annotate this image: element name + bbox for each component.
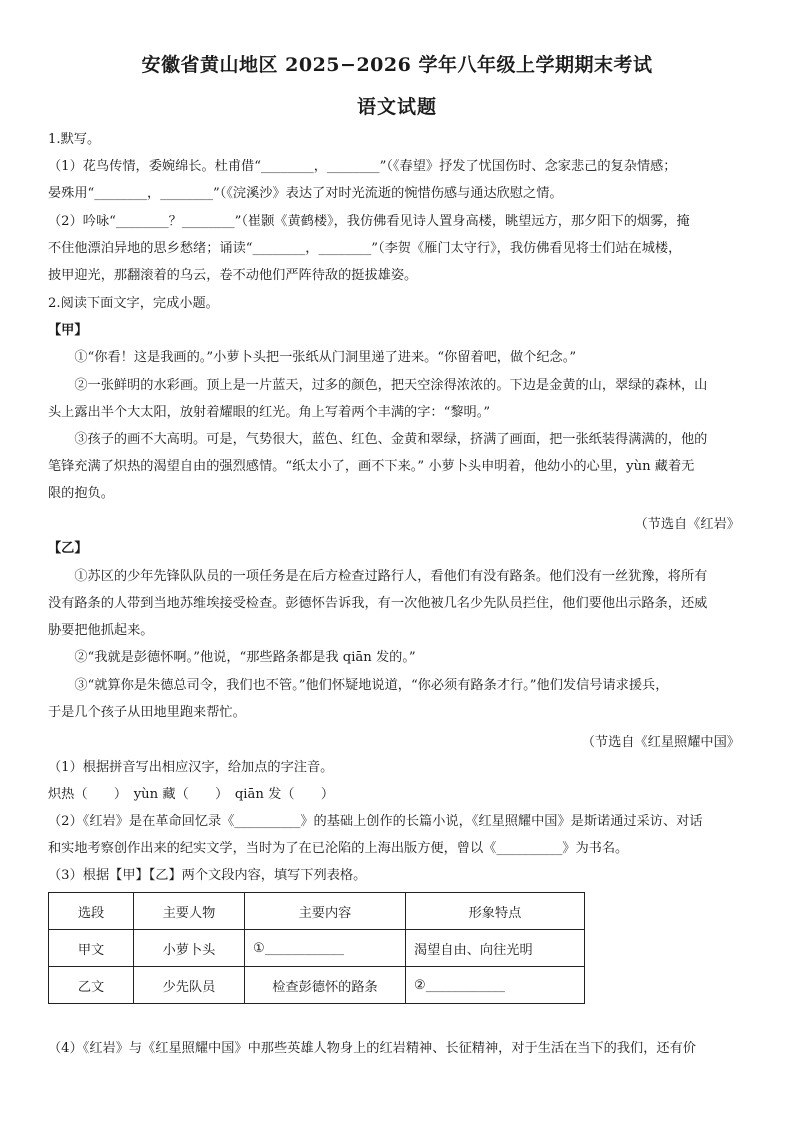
table-cell: 少先队员 [134,967,245,1004]
table-cell: 渴望自由、向往光明 [406,930,585,967]
text-line: 限的抱负。 [48,486,114,501]
source-yi: （节选自《红星照耀中国》 [581,735,740,750]
text-line: 头上露出半个大太阳，放射着耀眼的红光。角上写着两个丰满的字：“黎明。” [48,405,491,420]
table-cell: 甲文 [49,930,134,967]
page-subtitle: 语文试题 [356,96,437,118]
text-line: 胁要把他抓起来。 [48,623,154,638]
table-header: 主要内容 [245,893,406,930]
table-row [49,967,585,1004]
text-line: ③孩子的画不大高明。可是，气势很大，蓝色、红色、金黄和翠绿，挤满了画面，把一张纸装得满满的，他的 [48,432,708,447]
text-line: 披甲迎光，那翻滚着的乌云，卷不动他们严阵待敌的挺拔雄姿。 [48,268,418,283]
subquestion-2: （2）《红岩》是在革命回忆录《__________》的基础上创作的长篇小说，《红星照耀中国》是斯诺通过采访、对话 [48,814,703,829]
table-header: 选段 [49,893,134,930]
answer-blank-1: ①____________ [245,930,406,967]
source-jia: （节选自《红岩》 [634,517,740,532]
pinyin-answer-line: 炽热（ ） yùn 藏（ ） qiān 发（ ） [48,787,335,802]
section-jia-label: 【甲】 [48,323,88,338]
table-cell: 乙文 [49,967,134,1004]
table-row [49,930,585,967]
table-header: 主要人物 [134,893,245,930]
question-1-heading: 1.默写。 [48,132,101,147]
text-line: ③“就算你是朱德总司令，我们也不管。”他们怀疑地说道，“你必须有路条才行。”他们发信号请求援兵， [48,678,669,693]
table-header-row [49,893,585,930]
section-yi-label: 【乙】 [48,541,88,556]
subquestion-4: （4）《红岩》与《红星照耀中国》中那些英雄人物身上的红岩精神、长征精神，对于生活在当下的我们，还有价 [48,1041,696,1056]
text-line: 笔锋充满了炽热的渴望自由的强烈感情。“纸太小了，画不下来。” 小萝卜头申明着，他幼小的心里，yùn 藏着无 [48,459,695,474]
subquestion-3: （3）根据【甲】【乙】两个文段内容，填写下列表格。 [48,868,367,883]
table-header: 形象特点 [406,893,585,930]
answer-table [48,892,585,1004]
answer-blank-2: ②____________ [406,967,585,1004]
table-cell: 小萝卜头 [134,930,245,967]
text-line: （2）吟咏“________？________”（崔颢《黄鹤楼》，我仿佛看见诗人置身高楼，眺望远方，那夕阳下的烟雾，掩 [48,214,690,229]
page-title: 安徽省黄山地区 2025−2026 学年八年级上学期期末考试 [141,54,653,76]
text-line: 于是几个孩子从田地里跑来帮忙。 [48,705,246,720]
subquestion-1: （1）根据拼音写出相应汉字，给加点的字注音。 [48,760,334,775]
text-line: ②一张鲜明的水彩画。顶上是一片蓝天，过多的颜色，把天空涂得浓浓的。下边是金黄的山，翠绿的森林，山 [48,378,708,393]
text-line: ①“你看！这是我画的。”小萝卜头把一张纸从门洞里递了进来。“你留着吧，做个纪念。” [48,350,577,365]
text-line: ②“我就是彭德怀啊。”他说，“那些路条都是我 qiān 发的。” [48,650,416,665]
text-line: 晏殊用“________，________”（《浣溪沙》表达了对时光流逝的惋惜伤感与通达欣慰之情。 [48,186,563,201]
text-line: 和实地考察创作出来的纪实文学，当时为了在已沦陷的上海出版方便，曾以《__________》为书名。 [48,841,629,856]
text-line: （1）花鸟传情，委婉绵长。杜甫借“________，________”（《春望》抒发了忧国伤时、念家悲己的复杂情感； [48,159,677,174]
text-line: 不住他漂泊异地的思乡愁绪；诵读“________，________”（李贺《雁门太守行》，我仿佛看见将士们站在城楼， [48,241,682,256]
text-line: ①苏区的少年先锋队队员的一项任务是在后方检查过路行人，看他们有没有路条。他们没有一丝犹豫，将所有 [48,569,708,584]
question-2-heading: 2.阅读下面文字，完成小题。 [48,296,219,311]
table-cell: 检查彭德怀的路条 [245,967,406,1004]
text-line: 没有路条的人带到当地苏维埃接受检查。彭德怀告诉我，有一次他被几名少先队员拦住，他们要他出示路条，还威 [48,596,708,611]
